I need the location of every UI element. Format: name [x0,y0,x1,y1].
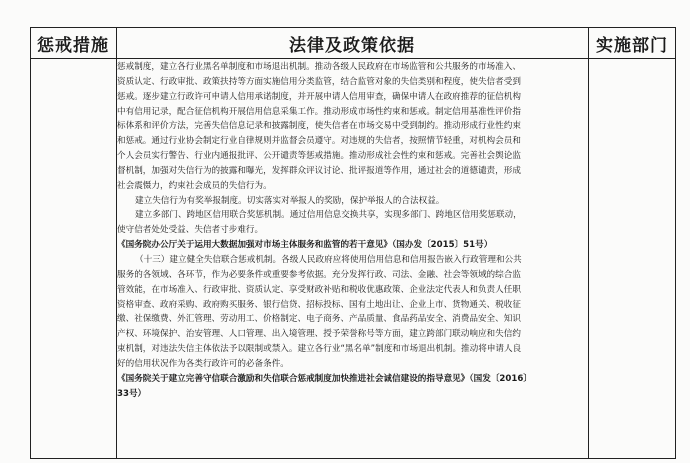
header-legal-basis: 法律及政策依据 [289,35,415,56]
text-line: 惩戒。逐步建立行政许可申请人信用承诺制度，并开展申请人信用审查，确保申请人在政府推荐的征信机构 [117,91,521,102]
table-top-border [30,27,676,28]
text-line: 资质认定、行政审批、政策扶持等方面实施信用分类监管，结合监管对象的失信类别和程度，使失信者受到 [117,76,521,87]
table-left-border [30,27,31,459]
text-line: 服务的各领域、各环节，作为必要条件或重要参考依据。充分发挥行政、司法、金融、社会等领域的综合监 [117,269,521,280]
header-penalty-measures: 惩戒措施 [37,35,109,56]
text-line: 产权、环境保护、治安管理、人口管理、出入境管理、授予荣誉称号等方面，建立跨部门联动响应和失信约 [117,329,521,340]
header-bottom-border [30,58,676,59]
citation-line: 《国务院办公厅关于运用大数据加强对市场主体服务和监管的若干意见》（国办发〔2015〕51号） [117,240,493,251]
citation-line: 33号） [117,388,147,399]
table-bottom-border [30,458,676,459]
table-right-border [675,27,676,459]
text-line: 束机制，对违法失信主体依法予以限制或禁入。建立各行业“黑名单”制度和市场退出机制。推动将申请人良 [117,344,522,355]
citation-line: 《国务院关于建立完善守信联合激励和失信联合惩戒制度加快推进社会诚信建设的指导意见》（国发〔2016〕 [117,373,532,384]
text-line: 督机制，加强对失信行为的披露和曝光，发挥群众评议讨论、批评报道等作用，通过社会的道德谴责，形成 [117,165,521,176]
text-line: 资格审查、政府采购、政府购买服务、银行信贷、招标投标、国有土地出让、企业上市、货物通关、税收征 [117,299,521,310]
text-line: 管效能，在市场准入、行政审批、资质认定、享受财政补贴和税收优惠政策、企业法定代表人和负责人任职 [117,284,521,295]
text-line: 建立多部门、跨地区信用联合奖惩机制。通过信用信息交换共享，实现多部门、跨地区信用奖惩联动， [135,210,522,221]
text-line: 个人会员实行警告、行业内通报批评、公开谴责等惩戒措施。推动形成社会性约束和惩戒。完善社会舆论监 [117,151,521,162]
text-line: 缴、社保缴费、外汇管理、劳动用工、价格制定、电子商务、产品质量、食品药品安全、消费品安全、知识 [117,314,521,325]
text-line: 中有信用记录，配合征信机构开展信用信息采集工作。推动形成市场性约束和惩戒。制定信用基准性评价指 [117,106,521,117]
header-implementing-dept: 实施部门 [596,35,668,56]
text-line: 惩戒制度，建立各行业黑名单制度和市场退出机制。推动各级人民政府在市场监管和公共服务的市场准入、 [117,62,521,72]
text-line: 使守信者处处受益、失信者寸步难行。 [117,225,264,236]
text-line: 标体系和评价方法，完善失信信息记录和披露制度，使失信者在市场交易中受到制约。推动形成行业性约束 [117,121,521,132]
text-line: 好的信用状况作为各类行政许可的必备条件。 [117,358,289,369]
text-line: 建立失信行为有奖举报制度。切实落实对举报人的奖励，保护举报人的合法权益。 [135,195,445,206]
text-line: 和惩戒。通过行业协会制定行业自律规则并监督会员遵守。对违规的失信者，按照情节轻重，对机构会员和 [117,136,521,147]
column-divider-2 [588,27,589,459]
legal-basis-text [117,60,585,457]
text-line: （十三）建立健全失信联合惩戒机制。各级人民政府应将使用信用信息和信用报告嵌入行政管理和公共 [135,254,522,265]
text-line: 社会震慑力，约束社会成员的失信行为。 [117,180,272,191]
